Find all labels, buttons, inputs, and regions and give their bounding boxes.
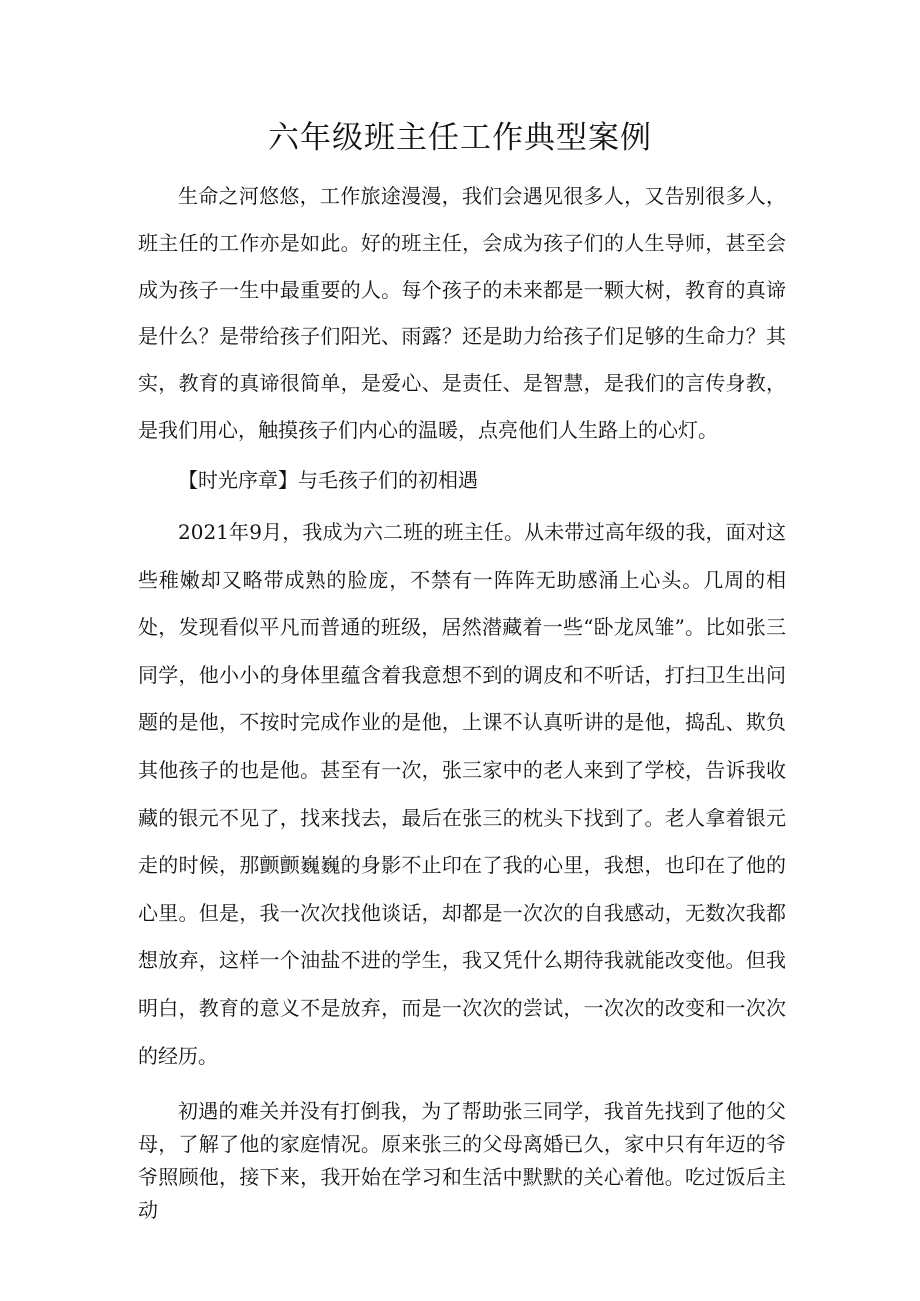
body-paragraph: 初遇的难关并没有打倒我，为了帮助张三同学，我首先找到了他的父母，了解了他的家庭情况。原来张三的父母离婚已久，家中只有年迈的爷爷照顾他，接下来，我开始在学习和生活中默默的关心着他。吃过饭后主动	[138, 1099, 786, 1222]
intro-paragraph: 生命之河悠悠，工作旅途漫漫，我们会遇见很多人，又告别很多人，班主任的工作亦是如此。好的班主任，会成为孩子们的人生导师，甚至会成为孩子一生中最重要的人。每个孩子的未来都是一颗大树，教育的真谛是什么？是带给孩子们阳光、雨露？还是助力给孩子们足够的生命力？其实，教育的真谛很简单，是爱心、是责任、是智慧，是我们的言传身教，是我们用心，触摸孩子们内心的温暖，点亮他们人生路上的心灯。	[138, 184, 786, 442]
section-heading: 【时光序章】与毛孩子们的初相遇	[178, 468, 478, 492]
body-paragraph: 2021年9月，我成为六二班的班主任。从未带过高年级的我，面对这些稚嫩却又略带成熟的脸庞，不禁有一阵阵无助感涌上心头。几周的相处，发现看似平凡而普通的班级，居然潜藏着一些“卧龙凤雏”。比如张三同学，他小小的身体里蕴含着我意想不到的调皮和不听话，打扫卫生出问题的是他，不按时完成作业的是他，上课不认真听讲的是他，捣乱、欺负其他孩子的也是他。甚至有一次，张三家中的老人来到了学校，告诉我收藏的银元不见了，找来找去，最后在张三的枕头下找到了。老人拿着银元走的时候，那颤颤巍巍的身影不止印在了我的心里，我想，也印在了他的心里。但是，我一次次找他谈话，却都是一次次的自我感动，无数次我都想放弃，这样一个油盐不进的学生，我又凭什么期待我就能改变他。但我明白，教育的意义不是放弃，而是一次次的尝试，一次次的改变和一次次的经历。	[138, 520, 786, 1068]
document-title: 六年级班主任工作典型案例	[268, 120, 652, 156]
